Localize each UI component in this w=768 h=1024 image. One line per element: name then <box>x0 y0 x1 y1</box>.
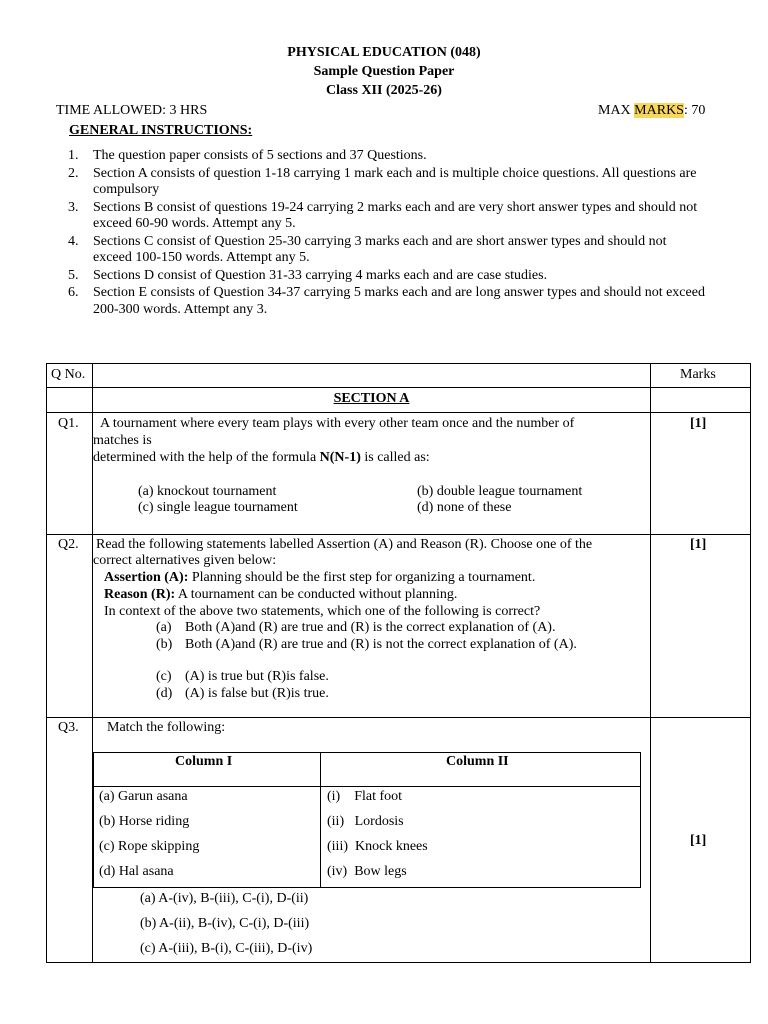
marks-header: Marks <box>680 367 716 382</box>
column-i-item: (d) Hal asana <box>99 864 174 879</box>
instruction-item: 3. Sections B consist of questions 19-24 carrying 2 marks each and are very short answer types and should not exceed 60-90 words. Attempt any 5. <box>68 199 698 231</box>
q1-number: Q1. <box>58 416 79 431</box>
q2-option-b: Both (A)and (R) are true and (R) is not the correct explanation of (A). <box>185 637 577 652</box>
instruction-item: 6. Section E consists of Question 34-37 carrying 5 marks each and are long answer types and should not exceed 200-300 words. Attempt any 3. <box>68 285 705 317</box>
q2-option-b-letter: (b) <box>156 637 173 652</box>
instruction-item: 1. The question paper consists of 5 sections and 37 Questions. <box>68 148 427 163</box>
q1-option-d: (d) none of these <box>417 500 512 515</box>
q1-option-a: (a) knockout tournament <box>138 484 277 499</box>
table-right-border <box>750 363 751 963</box>
column-ii-header: Column II <box>446 754 509 769</box>
qno-header: Q No. <box>51 367 86 382</box>
q1-line1: A tournament where every team plays with every other team once and the number of <box>100 416 575 431</box>
q1-line3: determined with the help of the formula N(N-1) is called as: <box>93 450 430 465</box>
q2-context: In context of the above two statements, which one of the following is correct? <box>104 604 541 619</box>
table-rule <box>46 717 750 718</box>
q3-answer-option: (c) A-(iii), B-(i), C-(iii), D-(iv) <box>140 941 313 956</box>
q1-formula: N(N-1) <box>319 450 361 465</box>
q3-answer-option: (a) A-(iv), B-(iii), C-(i), D-(ii) <box>140 891 309 906</box>
q3-prompt: Match the following: <box>107 720 226 735</box>
q1-option-b: (b) double league tournament <box>417 484 583 499</box>
instruction-item: 5. Sections D consist of Question 31-33 carrying 4 marks each and are case studies. <box>68 267 548 283</box>
time-allowed: TIME ALLOWED: 3 HRS <box>56 103 208 118</box>
max-label: MAX <box>598 103 635 118</box>
table-left-border <box>46 363 47 963</box>
q1-marks: [1] <box>690 416 707 431</box>
q2-line2: correct alternatives given below: <box>93 553 277 568</box>
q2-option-d: (A) is false but (R)is true. <box>185 686 329 701</box>
q1-option-c: (c) single league tournament <box>138 500 298 515</box>
q2-option-a: Both (A)and (R) are true and (R) is the correct explanation of (A). <box>185 620 556 635</box>
instruction-item: 2. Section A consists of question 1-18 carrying 1 mark each and is multiple choice questions. All questions are compulsory <box>68 165 697 197</box>
column-i-item: (b) Horse riding <box>99 814 190 829</box>
table-col-divider <box>650 363 651 963</box>
match-table-divider <box>320 753 321 887</box>
column-i-item: (c) Rope skipping <box>99 839 200 854</box>
marks-highlight: MARKS <box>634 103 684 118</box>
column-ii-item: (ii) Lordosis <box>327 814 404 829</box>
column-ii-item: (iii) Knock knees <box>327 839 428 854</box>
q3-marks: [1] <box>690 833 707 848</box>
column-ii-item: (i) Flat foot <box>327 789 403 804</box>
paper-class: Class XII (2025-26) <box>326 83 442 98</box>
max-value: : 70 <box>683 103 706 118</box>
table-rule <box>46 534 750 535</box>
section-a-heading: SECTION A <box>333 391 410 406</box>
match-table-rule <box>94 786 640 787</box>
column-ii-item: (iv) Bow legs <box>327 864 407 879</box>
q2-option-c: (A) is true but (R)is false. <box>185 669 329 684</box>
paper-subject: PHYSICAL EDUCATION (048) <box>287 45 481 60</box>
q2-reason: Reason (R): A tournament can be conducted without planning. <box>104 587 458 602</box>
q2-assertion: Assertion (A): Planning should be the first step for organizing a tournament. <box>104 570 536 585</box>
table-rule <box>46 387 750 388</box>
q2-option-c-letter: (c) <box>156 669 172 684</box>
q3-number: Q3. <box>58 720 79 735</box>
instructions-title: GENERAL INSTRUCTIONS: <box>69 123 253 138</box>
q2-number: Q2. <box>58 537 79 552</box>
table-bottom-border <box>46 962 750 963</box>
q2-option-d-letter: (d) <box>156 686 173 701</box>
column-i-item: (a) Garun asana <box>99 789 188 804</box>
paper-type: Sample Question Paper <box>313 64 455 79</box>
table-top-border <box>46 363 750 364</box>
column-i-header: Column I <box>175 754 233 769</box>
q3-answer-option: (b) A-(ii), B-(iv), C-(i), D-(iii) <box>140 916 310 931</box>
q2-marks: [1] <box>690 537 707 552</box>
table-rule <box>46 412 750 413</box>
instructions-list <box>68 148 708 319</box>
q2-line1: Read the following statements labelled Assertion (A) and Reason (R). Choose one of the <box>96 537 593 552</box>
max-marks <box>598 102 705 119</box>
q1-line2: matches is <box>93 433 152 448</box>
q2-option-a-letter: (a) <box>156 620 172 635</box>
instruction-item: 4. Sections C consist of Question 25-30 carrying 3 marks each and are short answer types and should not exceed 100-150 words. Attempt any 5. <box>68 233 667 265</box>
